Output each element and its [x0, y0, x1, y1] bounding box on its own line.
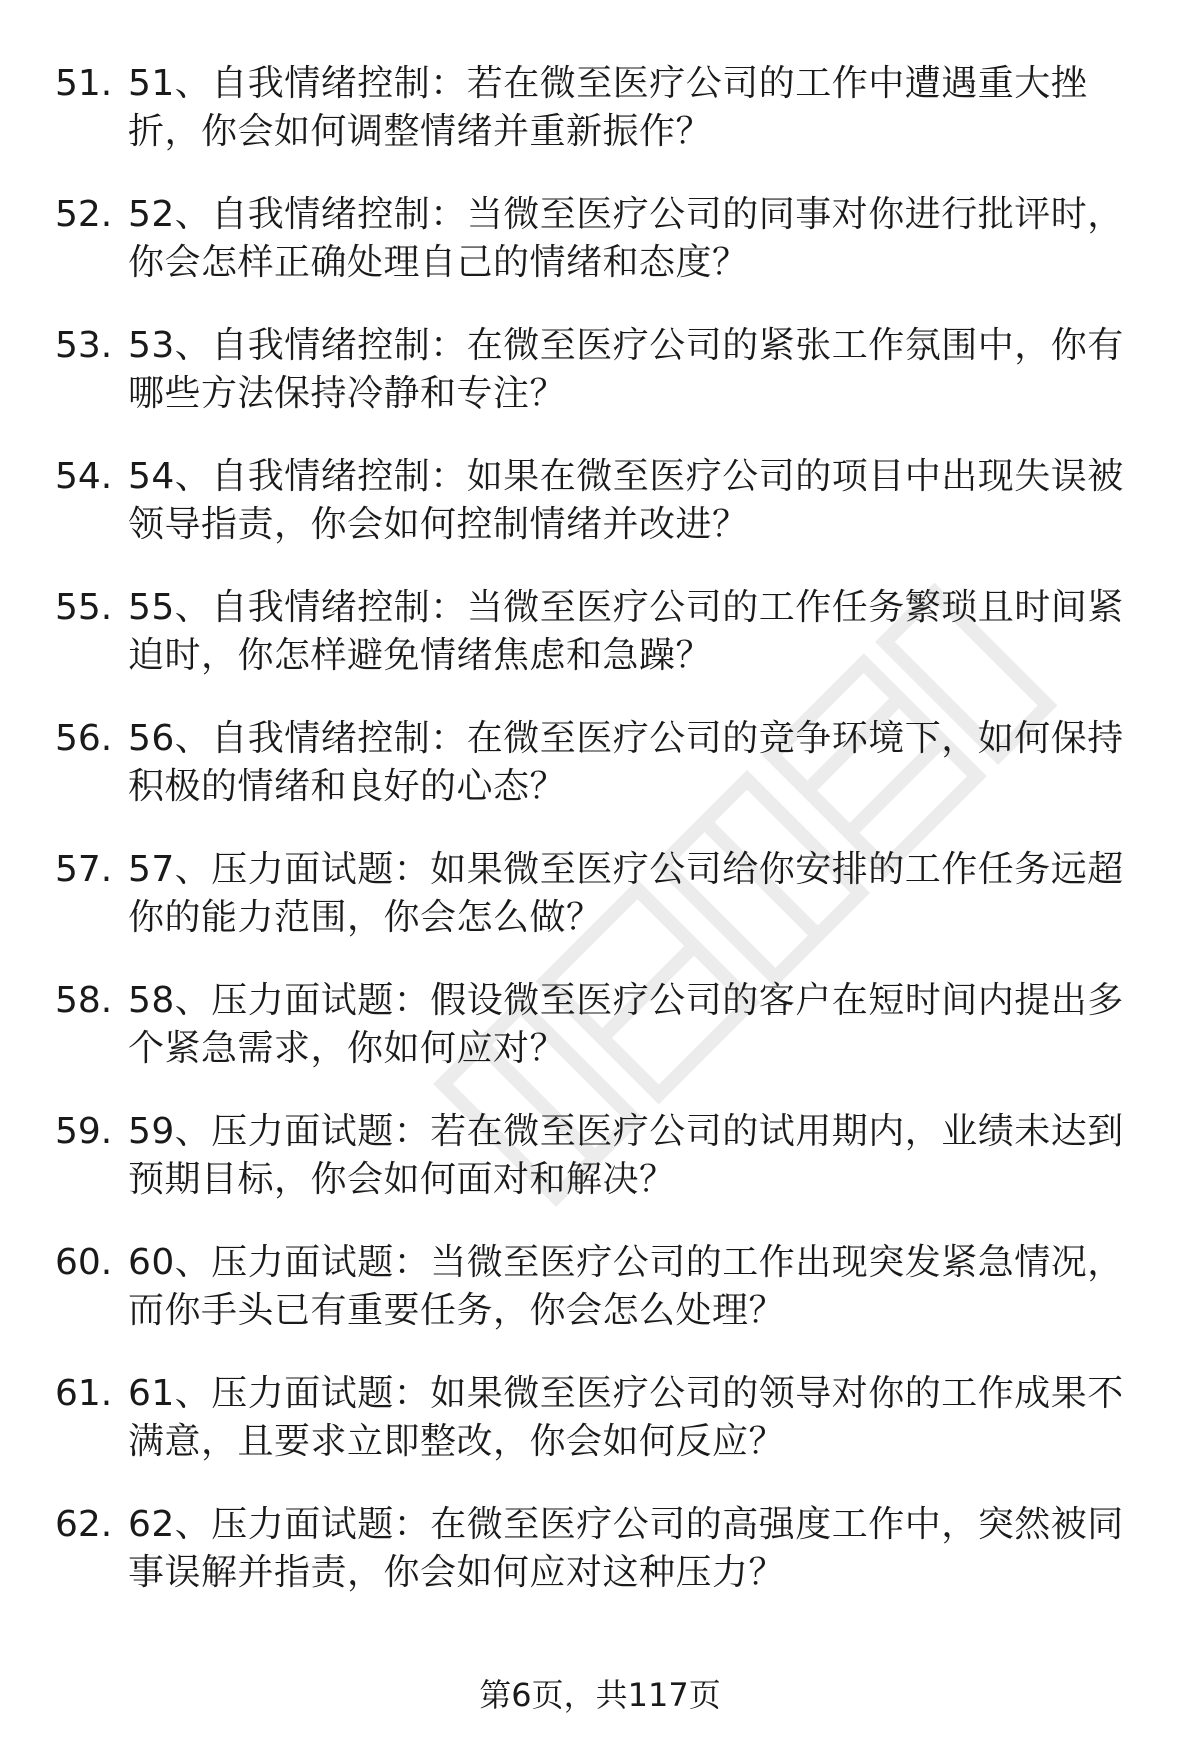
question-number: 51.	[55, 63, 113, 104]
question-item	[0, 707, 1200, 838]
question-text: 60、压力面试题：当微至医疗公司的工作出现突发紧急情况，而你手头已有重要任务，你会怎么处理？	[128, 1242, 1124, 1331]
question-number: 58.	[55, 980, 113, 1021]
question-text: 59、压力面试题：若在微至医疗公司的试用期内，业绩未达到预期目标，你会如何面对和解决？	[128, 1111, 1124, 1200]
question-number: 59.	[55, 1111, 113, 1152]
question-text: 53、自我情绪控制：在微至医疗公司的紧张工作氛围中，你有哪些方法保持冷静和专注？	[128, 325, 1124, 414]
question-item	[0, 314, 1200, 445]
question-item	[0, 838, 1200, 969]
question-item	[0, 969, 1200, 1100]
page-number-label: 第6页，共117页	[479, 1676, 721, 1714]
page-footer	[0, 1675, 1200, 1715]
question-text: 62、压力面试题：在微至医疗公司的高强度工作中，突然被同事误解并指责，你会如何应对这种压力？	[128, 1504, 1124, 1593]
question-text: 54、自我情绪控制：如果在微至医疗公司的项目中出现失误被领导指责，你会如何控制情绪并改进？	[128, 456, 1124, 545]
question-number: 61.	[55, 1373, 113, 1414]
question-number: 54.	[55, 456, 113, 497]
question-text: 51、自我情绪控制：若在微至医疗公司的工作中遭遇重大挫折，你会如何调整情绪并重新振作？	[128, 63, 1088, 152]
question-list	[0, 52, 1200, 1624]
question-text: 61、压力面试题：如果微至医疗公司的领导对你的工作成果不满意，且要求立即整改，你会如何反应？	[128, 1373, 1124, 1462]
question-text: 56、自我情绪控制：在微至医疗公司的竞争环境下，如何保持积极的情绪和良好的心态？	[128, 718, 1124, 807]
question-text: 52、自我情绪控制：当微至医疗公司的同事对你进行批评时，你会怎样正确处理自己的情绪和态度？	[128, 194, 1124, 283]
question-number: 56.	[55, 718, 113, 759]
question-number: 52.	[55, 194, 113, 235]
question-item	[0, 576, 1200, 707]
question-text: 57、压力面试题：如果微至医疗公司给你安排的工作任务远超你的能力范围，你会怎么做？	[128, 849, 1124, 938]
question-number: 53.	[55, 325, 113, 366]
question-text: 58、压力面试题：假设微至医疗公司的客户在短时间内提出多个紧急需求，你如何应对？	[128, 980, 1124, 1069]
question-number: 57.	[55, 849, 113, 890]
question-number: 62.	[55, 1504, 113, 1545]
question-item	[0, 1231, 1200, 1362]
question-item	[0, 1362, 1200, 1493]
question-item	[0, 1100, 1200, 1231]
question-text: 55、自我情绪控制：当微至医疗公司的工作任务繁琐且时间紧迫时，你怎样避免情绪焦虑和急躁？	[128, 587, 1124, 676]
question-number: 60.	[55, 1242, 113, 1283]
question-item	[0, 1493, 1200, 1624]
question-item	[0, 445, 1200, 576]
question-item	[0, 183, 1200, 314]
question-item	[0, 52, 1200, 183]
question-number: 55.	[55, 587, 113, 628]
